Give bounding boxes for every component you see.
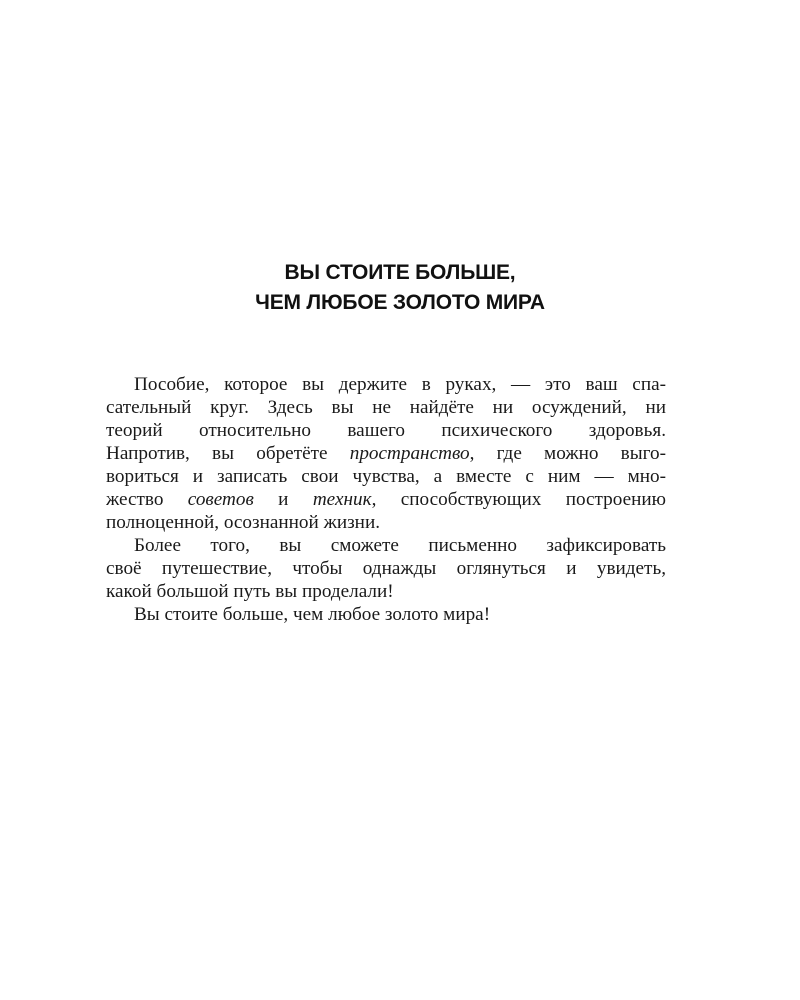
text-fragment: , где можно выго- (469, 443, 666, 464)
text-line: полноценной, осознанной жизни. (106, 512, 381, 533)
text-line (106, 442, 666, 465)
heading-line-1: ВЫ СТОИТЕ БОЛЬШЕ, (284, 261, 516, 284)
text-fragment: и (253, 489, 313, 510)
text-line: вориться и записать свои чувства, а вместе с ним — мно- (106, 466, 666, 487)
text-fragment: жество (106, 489, 188, 510)
text-line: Пособие, которое вы держите в руках, — это ваш спа- (134, 374, 666, 395)
text-line: какой большой путь вы проделали! (106, 581, 394, 602)
text-line: Вы стоите больше, чем любое золото мира! (134, 604, 491, 625)
paragraph-3 (106, 603, 666, 626)
text-line: сательный круг. Здесь вы не найдёте ни осуждений, ни (106, 397, 666, 418)
italic-term: техник (312, 489, 372, 510)
text-fragment: Напротив, вы обретёте (106, 443, 350, 464)
text-line (106, 488, 666, 511)
italic-term: пространство (349, 443, 470, 464)
paragraph-2 (106, 534, 666, 603)
text-fragment: , способствующих построению (371, 489, 666, 510)
paragraph-1 (106, 373, 666, 534)
text-line: Более того, вы сможете письменно зафиксировать (134, 535, 666, 556)
text-line: своё путешествие, чтобы однажды оглянуться и увидеть, (106, 558, 666, 579)
heading-line-2: ЧЕМ ЛЮБОЕ ЗОЛОТО МИРА (255, 291, 545, 314)
chapter-heading (0, 258, 800, 318)
body-text (106, 373, 666, 626)
text-line: теорий относительно вашего психического здоровья. (106, 420, 666, 441)
italic-term: советов (187, 489, 254, 510)
